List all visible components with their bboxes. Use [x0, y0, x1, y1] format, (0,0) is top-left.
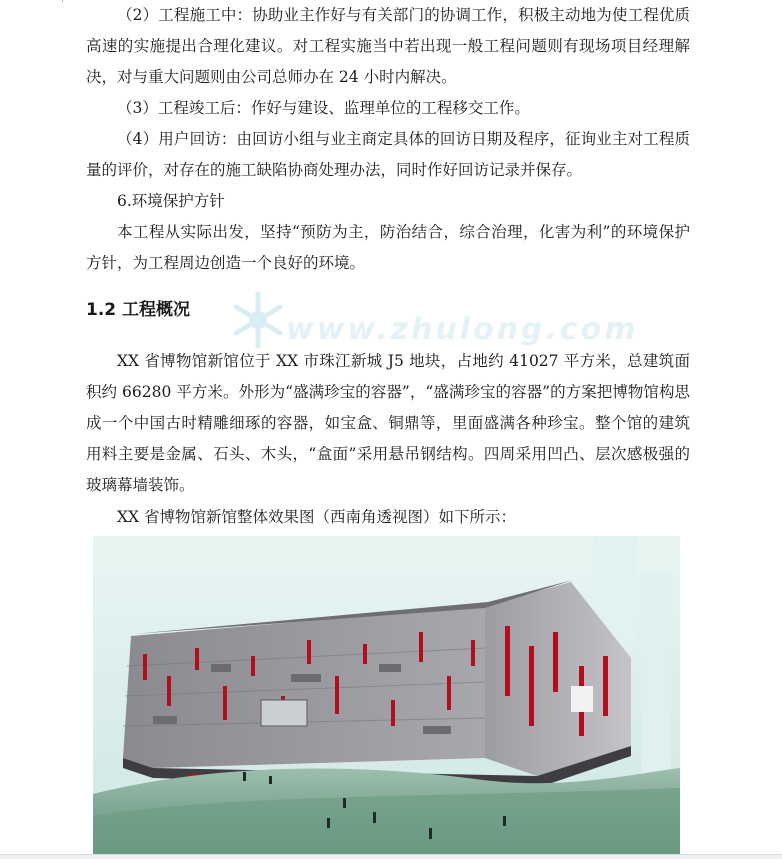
snowflake-logo-icon [228, 288, 288, 352]
paragraph-project-overview: XX 省博物馆新馆位于 XX 市珠江新城 J5 地块，占地约 41027 平方米，总建筑面积约 66280 平方米。外形为“盛满珍宝的容器”，“盛满珍宝的容器”的方案把博物馆构思成一个中国古时精雕细琢的容器，如宝盒、铜鼎等，里面盛满各种珍宝。整个馆的建筑用料主要是金属、石头、木头，“盒面”采用悬吊钢结构。四周采用凹凸、层次感极强的玻璃幕墙装饰。 [86, 352, 690, 494]
paragraph-completion-phase: （3）工程竣工后：作好与建设、监理单位的工程移交工作。 [117, 99, 530, 117]
paragraph-env-policy: 本工程从实际出发，坚持“预防为主，防治结合，综合治理，化害为利”的环境保护方针，为工程周边创造一个良好的环境。 [86, 223, 690, 272]
watermark-text: www.zhulong.com [286, 312, 639, 347]
paragraph-user-revisit: （4）用户回访：由回访小组与业主商定具体的回访日期及程序，征询业主对工程质量的评价，对存在的施工缺陷协商处理办法，同时作好回访记录并保存。 [86, 130, 690, 179]
museum-rendering-image [93, 536, 680, 854]
paragraph-construction-phase: （2）工程施工中：协助业主作好与有关部门的协调工作，积极主动地为使工程优质高速的实施提出合理化建议。对工程实施当中若出现一般工程问题则有现场项目经理解决，对与重大问题则由公司总师办在 24 小时内解决。 [86, 6, 690, 86]
paragraph-env-heading: 6.环境保护方针 [117, 192, 225, 210]
section-heading: 1.2 工程概况 [86, 300, 191, 320]
page-corner-mark [62, 0, 75, 2]
paragraph-figure-caption: XX 省博物馆新馆整体效果图（西南角透视图）如下所示： [117, 508, 516, 526]
museum-building-render-icon [93, 536, 680, 854]
page-bottom-edge [0, 854, 782, 859]
